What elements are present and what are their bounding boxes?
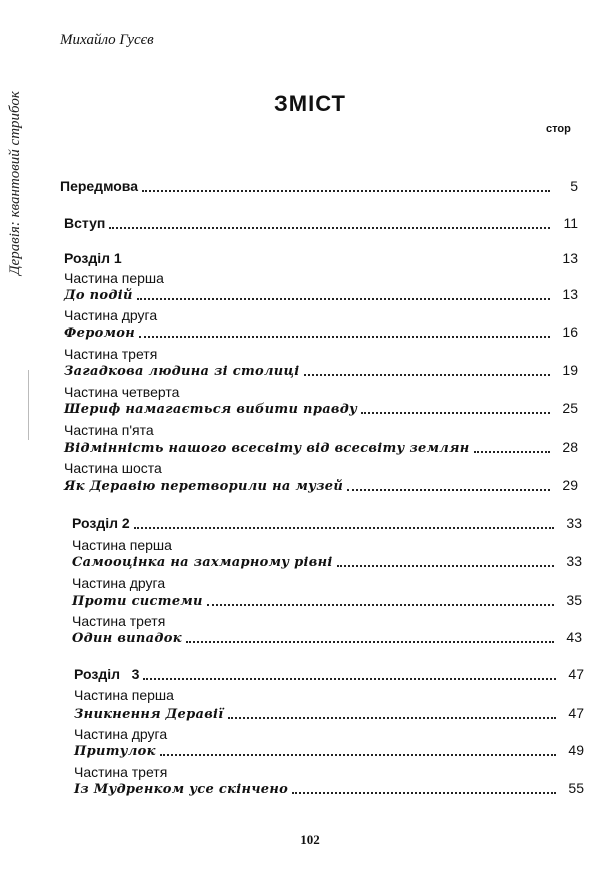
entry-page: 5 bbox=[570, 178, 578, 194]
dot-leader bbox=[347, 489, 550, 491]
chapter-label: Феромон bbox=[64, 326, 135, 341]
toc-chapter[interactable] bbox=[64, 284, 578, 304]
toc-chapter[interactable] bbox=[74, 778, 584, 798]
chapter-label: Із Мудренком усе скінчено bbox=[74, 782, 289, 797]
part-label: Частина перша bbox=[72, 537, 172, 553]
section-label: Розділ 3 bbox=[74, 666, 140, 682]
entry-label: Вступ bbox=[64, 215, 106, 231]
chapter-label: Шериф намагається вибити правду bbox=[64, 402, 358, 417]
entry-page: 43 bbox=[566, 629, 582, 645]
chapter-label: Як Деравію перетворили на музей bbox=[64, 479, 344, 494]
part-label: Частина п'ята bbox=[64, 422, 154, 438]
part-label: Частина друга bbox=[64, 307, 158, 323]
chapter-label: Загадкова людина зі столиці bbox=[64, 364, 300, 379]
toc-title: ЗМІСТ bbox=[274, 91, 346, 116]
toc-chapter[interactable] bbox=[64, 475, 578, 495]
entry-page: 47 bbox=[568, 705, 584, 721]
dot-leader bbox=[137, 298, 550, 300]
dot-leader bbox=[292, 792, 556, 794]
dot-leader bbox=[228, 717, 556, 719]
part-label: Частина третя bbox=[72, 613, 166, 629]
toc-section-1[interactable] bbox=[64, 248, 578, 268]
entry-page: 25 bbox=[562, 400, 578, 416]
toc-chapter[interactable] bbox=[72, 551, 582, 571]
toc-chapter[interactable] bbox=[74, 703, 584, 723]
dot-leader bbox=[134, 527, 554, 529]
dot-leader bbox=[337, 565, 554, 567]
part-label: Частина перша bbox=[74, 687, 174, 703]
entry-page: 28 bbox=[562, 439, 578, 455]
chapter-label: Проти системи bbox=[72, 594, 203, 609]
entry-page: 33 bbox=[566, 553, 582, 569]
part-label: Частина третя bbox=[74, 764, 168, 780]
toc-chapter[interactable] bbox=[74, 740, 584, 760]
chapter-label: Зникнення Деравії bbox=[74, 707, 224, 722]
part-label: Частина друга bbox=[74, 726, 168, 742]
section-label: Розділ 1 bbox=[64, 250, 122, 266]
chapter-label: Притулок bbox=[74, 744, 156, 759]
dot-leader bbox=[207, 604, 554, 606]
dot-leader bbox=[160, 754, 556, 756]
toc-chapter[interactable] bbox=[64, 360, 578, 380]
entry-page: 29 bbox=[562, 477, 578, 493]
toc-section-3[interactable] bbox=[74, 664, 584, 684]
dot-leader bbox=[474, 451, 550, 453]
toc-chapter[interactable] bbox=[64, 437, 578, 457]
toc-section-2[interactable] bbox=[72, 513, 582, 533]
part-label: Частина третя bbox=[64, 346, 158, 362]
entry-page: 55 bbox=[568, 780, 584, 796]
entry-page: 13 bbox=[562, 250, 578, 266]
spine-title: Деравія: квантовий стрибок bbox=[7, 91, 23, 275]
entry-page: 35 bbox=[566, 592, 582, 608]
dot-leader bbox=[143, 678, 556, 680]
dot-leader bbox=[186, 641, 554, 643]
toc-chapter[interactable] bbox=[72, 590, 582, 610]
dot-leader bbox=[361, 412, 550, 414]
dot-leader bbox=[139, 336, 550, 338]
entry-page: 13 bbox=[562, 286, 578, 302]
entry-page: 33 bbox=[566, 515, 582, 531]
toc-chapter[interactable] bbox=[64, 398, 578, 418]
chapter-label: До подій bbox=[64, 288, 133, 303]
entry-page: 47 bbox=[568, 666, 584, 682]
part-label: Частина перша bbox=[64, 270, 164, 286]
chapter-label: Відмінність нашого всесвіту від всесвіту землян bbox=[64, 441, 470, 456]
entry-page: 19 bbox=[562, 362, 578, 378]
entry-label: Передмова bbox=[60, 178, 139, 194]
toc-entry-intro[interactable] bbox=[64, 213, 578, 233]
entry-page: 11 bbox=[563, 215, 578, 231]
toc-chapter[interactable] bbox=[72, 627, 582, 647]
running-header-author: Михайло Гусєв bbox=[60, 32, 154, 48]
toc-chapter[interactable] bbox=[64, 322, 578, 342]
part-label: Частина друга bbox=[72, 575, 166, 591]
entry-page: 49 bbox=[568, 742, 584, 758]
page-number: 102 bbox=[300, 832, 320, 847]
page-column-label: стор bbox=[546, 123, 571, 135]
dot-leader bbox=[304, 374, 550, 376]
dot-leader bbox=[109, 227, 550, 229]
dot-leader bbox=[142, 190, 550, 192]
spine-mark bbox=[28, 370, 29, 440]
toc-entry-preface[interactable] bbox=[60, 176, 578, 196]
section-label: Розділ 2 bbox=[72, 515, 130, 531]
part-label: Частина четверта bbox=[64, 384, 180, 400]
chapter-label: Самооцінка на захмарному рівні bbox=[72, 555, 333, 570]
chapter-label: Один випадок bbox=[72, 631, 182, 646]
entry-page: 16 bbox=[562, 324, 578, 340]
part-label: Частина шоста bbox=[64, 460, 162, 476]
